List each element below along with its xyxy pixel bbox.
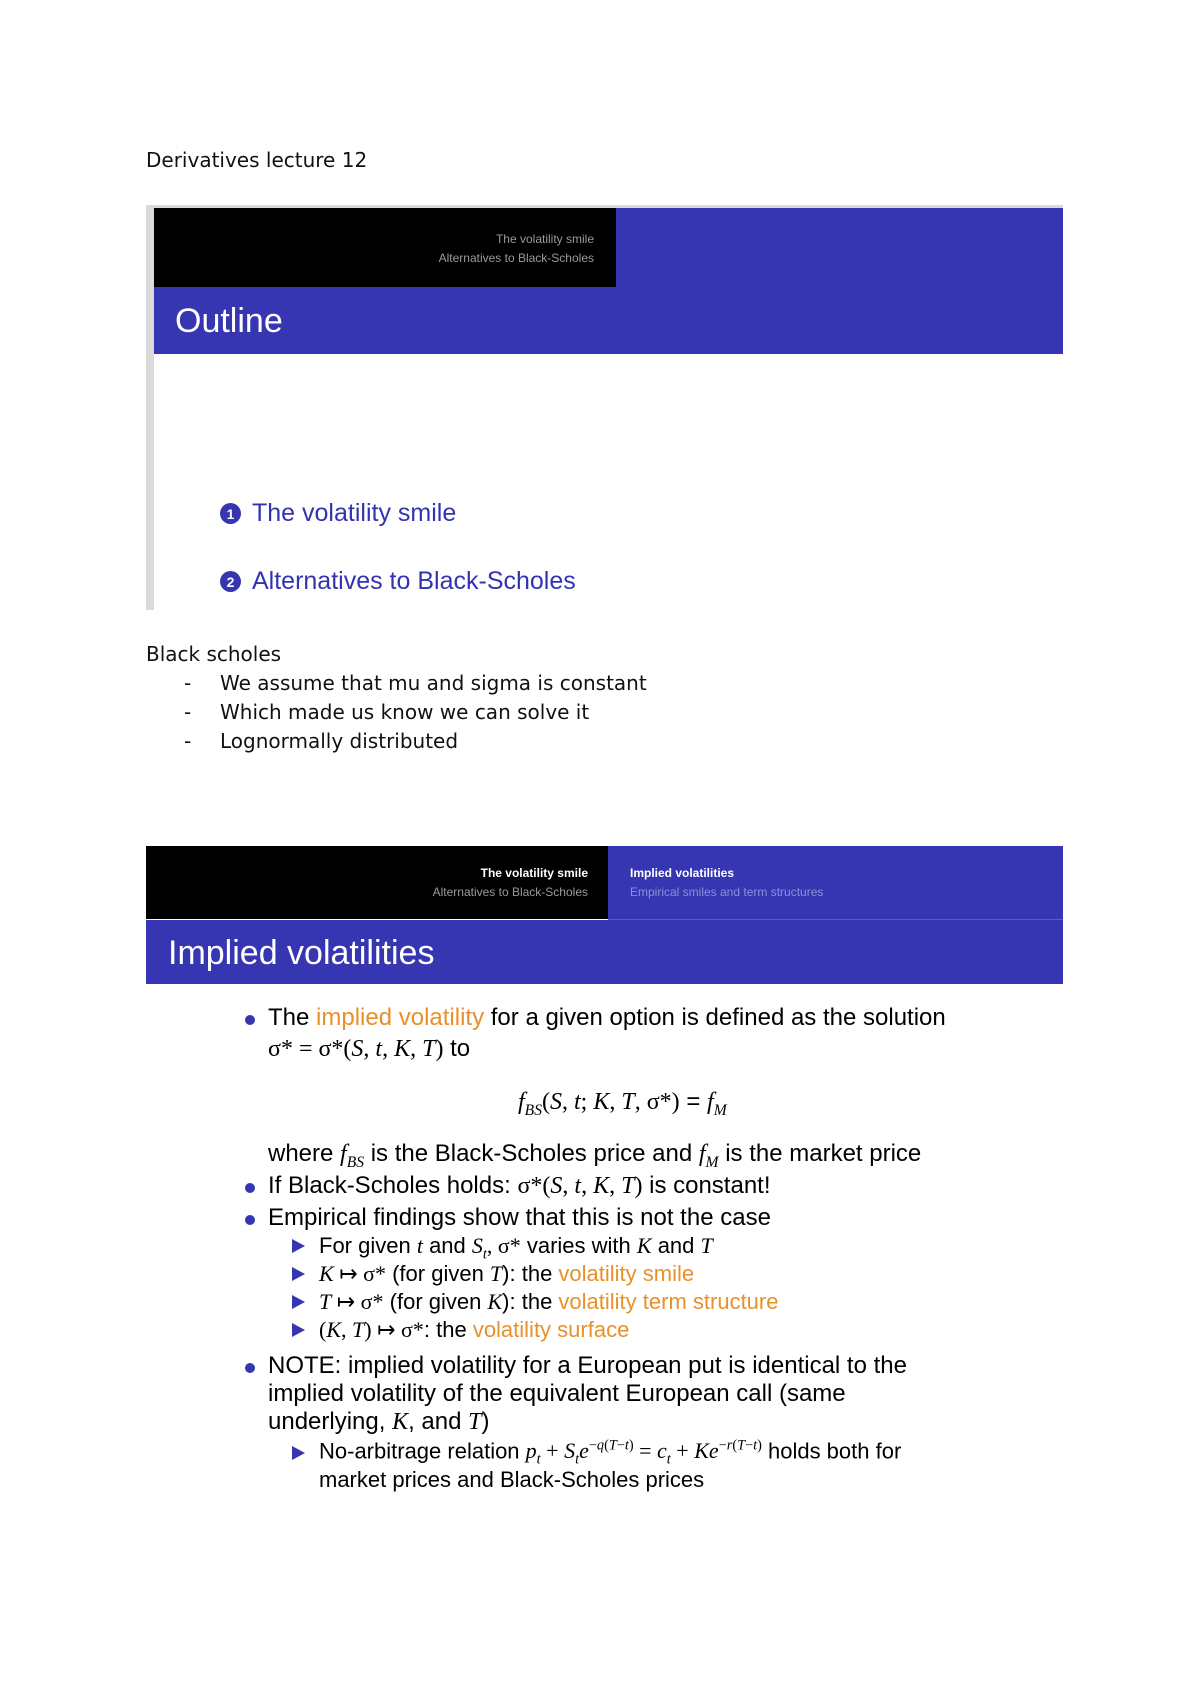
sub-bullet-2 — [319, 1261, 694, 1287]
slide-header-blue — [616, 208, 1063, 287]
math-expression: K — [392, 1409, 409, 1435]
sub-bullet-1 — [319, 1233, 713, 1263]
nav-subsection-active: Implied volatilities — [630, 866, 735, 880]
nav-section-active: The volatility smile — [480, 866, 588, 880]
math-expression: (K, T) ↦ σ* — [319, 1317, 424, 1342]
implied-volatilities-slide — [146, 846, 1063, 1501]
math-expression: K — [636, 1233, 652, 1258]
nav-section: The volatility smile — [495, 232, 594, 246]
document-heading: Derivatives lecture 12 — [146, 148, 368, 172]
math-expression: σ*(S, t, K, T) — [517, 1173, 643, 1199]
outline-slide — [146, 205, 1063, 610]
list-item-text: Which made us know we can solve it — [220, 700, 590, 724]
bullet-1-line-2 — [268, 1035, 470, 1063]
text: where — [268, 1140, 341, 1167]
bullet-dot-icon — [245, 1015, 255, 1025]
sub-bullet-5-line-2: market prices and Black-Scholes prices — [319, 1467, 705, 1492]
text: underlying, — [268, 1408, 393, 1435]
triangle-bullet-icon — [292, 1446, 305, 1460]
text: For given — [319, 1233, 417, 1258]
highlight-term: volatility surface — [472, 1317, 630, 1342]
text: No-arbitrage relation — [319, 1438, 526, 1464]
math-expression: t — [416, 1233, 423, 1258]
outline-item-label: Alternatives to Black-Scholes — [252, 567, 576, 595]
text: = — [679, 1088, 708, 1115]
nav-subsection-inactive: Empirical smiles and term structures — [630, 885, 824, 899]
bullet-4-line-2: implied volatility of the equivalent European call (same — [268, 1380, 846, 1407]
math-expression: (S, t; K, T, σ*) — [542, 1089, 680, 1115]
sub-bullet-5-line-1 — [319, 1438, 901, 1469]
nav-subsection: Alternatives to Black-Scholes — [438, 251, 594, 265]
nav-section-inactive: Alternatives to Black-Scholes — [432, 885, 588, 899]
math-expression: T — [489, 1261, 503, 1286]
math-expression: T — [468, 1409, 482, 1435]
triangle-bullet-icon — [292, 1295, 305, 1309]
bullet-4-line-3 — [268, 1408, 490, 1436]
bullet-dot-icon — [245, 1363, 255, 1373]
text: holds both for — [761, 1438, 902, 1464]
math-expression: $f_{BS}$ — [518, 1089, 542, 1119]
slide-title-bar — [154, 287, 1063, 354]
text: ) — [481, 1408, 490, 1435]
text: ): the — [502, 1261, 559, 1286]
text: : the — [423, 1317, 473, 1342]
bullet-3: Empirical findings show that this is not the case — [268, 1204, 771, 1231]
outline-item-2 — [220, 567, 576, 596]
header-nav-text — [439, 230, 594, 268]
math-expression: $p_t + S_te^{-q(T-t)} = c_t + Ke^{-r(T-t)}$ — [525, 1438, 762, 1468]
slide-title-bar — [146, 920, 1063, 984]
notes-list — [184, 671, 647, 758]
bullet-1-line-1 — [268, 1004, 946, 1032]
sub-bullet-3 — [319, 1289, 778, 1315]
dash-bullet: - — [184, 729, 192, 753]
sub-bullet-4 — [319, 1317, 629, 1343]
text: The — [268, 1004, 317, 1031]
dash-bullet: - — [184, 671, 192, 695]
slide-title: Implied volatilities — [168, 934, 435, 972]
text: ): the — [502, 1289, 559, 1314]
math-expression: K — [487, 1289, 503, 1314]
text: , and — [408, 1408, 469, 1435]
math-expression: T ↦ σ* — [319, 1289, 384, 1314]
list-item — [184, 700, 647, 729]
list-item-text: We assume that mu and sigma is constant — [220, 671, 647, 695]
math-expression: $S_t$ — [471, 1233, 487, 1263]
bullet-4-line-1: NOTE: implied volatility for a European put is identical to the — [268, 1352, 907, 1379]
dash-bullet: - — [184, 700, 192, 724]
triangle-bullet-icon — [292, 1323, 305, 1337]
math-expression: $f_M$ — [698, 1141, 719, 1171]
text: is constant! — [642, 1172, 771, 1199]
outline-item-1 — [220, 499, 456, 528]
triangle-bullet-icon — [292, 1239, 305, 1253]
math-expression: K ↦ σ* — [319, 1261, 386, 1286]
outline-item-label: The volatility smile — [252, 499, 457, 527]
bullet-2 — [268, 1172, 771, 1200]
math-expression: , σ* — [486, 1233, 521, 1258]
math-expression: σ* = σ*(S, t, K, T) — [268, 1036, 444, 1062]
bullet-dot-icon — [245, 1215, 255, 1225]
text: and — [422, 1233, 472, 1258]
bullet-1-line-3 — [268, 1140, 921, 1172]
text: for a given option is defined as the solution — [484, 1004, 946, 1031]
slide-border-left — [146, 205, 154, 610]
header-nav-left-text — [433, 864, 588, 902]
number-badge-icon: 2 — [220, 571, 241, 592]
text: (for given — [383, 1289, 488, 1314]
text: If Black-Scholes holds: — [268, 1172, 518, 1199]
equation — [518, 1088, 727, 1120]
notes-title: Black scholes — [146, 642, 282, 666]
header-nav-right-text — [630, 864, 823, 902]
number-badge-icon: 1 — [220, 503, 241, 524]
text: is the Black-Scholes price and — [364, 1140, 699, 1167]
list-item — [184, 671, 647, 700]
slide-header-nav-left — [146, 846, 608, 919]
slide-header-nav-right — [608, 846, 1063, 919]
math-expression: $f_{BS}$ — [340, 1141, 365, 1171]
triangle-bullet-icon — [292, 1267, 305, 1281]
slide-title: Outline — [175, 302, 283, 340]
list-item — [184, 729, 647, 758]
bullet-dot-icon — [245, 1183, 255, 1193]
text: is the market price — [718, 1140, 922, 1167]
list-item-text: Lognormally distributed — [220, 729, 459, 753]
highlight-term: volatility term structure — [558, 1289, 779, 1314]
text: to — [443, 1035, 471, 1062]
highlight-term: volatility smile — [558, 1261, 695, 1286]
math-expression: $f_M$ — [707, 1089, 727, 1119]
slide-header-nav — [154, 208, 616, 287]
text: and — [651, 1233, 701, 1258]
text: varies with — [520, 1233, 637, 1258]
math-expression: T — [700, 1233, 713, 1258]
text: (for given — [385, 1261, 490, 1286]
highlight-term: implied volatility — [316, 1004, 485, 1031]
